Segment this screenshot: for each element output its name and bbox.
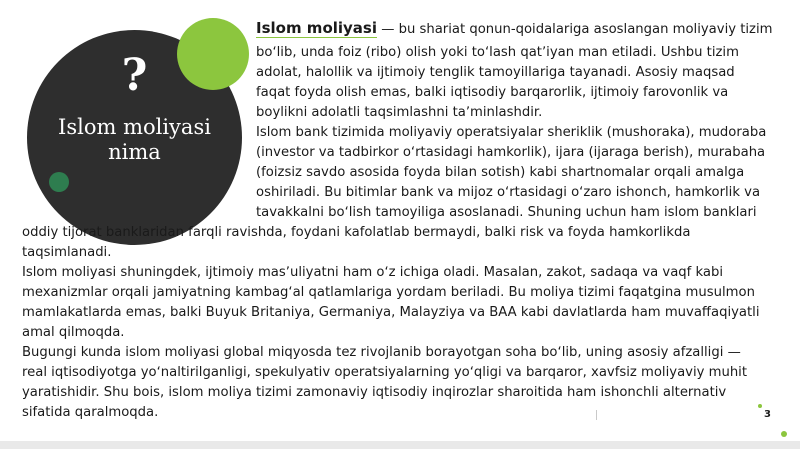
divider-tick xyxy=(596,410,597,420)
text-line: yaratishidir. Shu bois, islom moliya tizimi zamonaviy iqtisodiy inqirozlar sharoitida ham ishonchli alternativ xyxy=(22,385,727,400)
question-mark-icon: ? xyxy=(121,50,148,101)
text-line: boʻlib, unda foiz (ribo) olish yoki toʻlash qatʼiyan man etiladi. Ushbu tizim xyxy=(256,45,739,60)
text-line: oddiy tijorat banklaridan farqli ravishda, foydani kafolatlab bermaydi, balki risk va foyda hamkorlikda xyxy=(22,225,691,240)
text-line: sifatida qaralmoqda. xyxy=(22,405,159,420)
text-line: Islom moliyasi shuningdek, ijtimoiy masʼuliyatni ham oʻz ichiga oladi. Masalan, zakot, sadaqa va vaqf kabi xyxy=(22,265,724,280)
text-line-segment: — bu shariat qonun-qoidalariga asoslangan moliyaviy tizim xyxy=(377,22,773,37)
text-line: faqat foyda olish emas, balki iqtisodiy barqarorlik, ijtimoiy farovonlik va xyxy=(256,85,729,100)
text-line xyxy=(256,19,773,39)
text-line: oshiriladi. Bu bitimlar bank va mijoz oʻrtasidagi oʻzaro ishonch, hamkorlik va xyxy=(256,185,761,200)
graphic-title-line-1: Islom moliyasi xyxy=(58,115,211,139)
text-line: amal qilmoqda. xyxy=(22,325,125,340)
text-line: taqsimlanadi. xyxy=(22,245,112,260)
page-number: 3 xyxy=(764,409,771,420)
accent-dot-decoration xyxy=(781,431,787,437)
heading: Islom moliyasi xyxy=(256,19,377,37)
text-line: mexanizmlar orqali jamiyatning kambagʻal qatlamlariga yordam beriladi. Bu moliya tizimi faqatgina musulmon xyxy=(22,285,755,300)
text-line: Islom bank tizimida moliyaviy operatsiyalar sheriklik (mushoraka), mudoraba xyxy=(256,125,767,140)
text-line: mamlakatlarda emas, balki Buyuk Britaniya, Germaniya, Malayziya va BAA kabi davlatlarda ham muvaffaqiyatli xyxy=(22,305,760,320)
text-line: adolat, halollik va ijtimoiy tenglik tamoyillariga tayanadi. Asosiy maqsad xyxy=(256,65,735,80)
text-line: (foizsiz savdo asosida foyda bilan sotish) kabi shartnomalar orqali amalga xyxy=(256,165,745,180)
graphic-title-line-2: nima xyxy=(108,140,161,164)
text-line: boylikni adolatli taqsimlashni taʼminlashdir. xyxy=(256,105,543,120)
text-line: tavakkalni boʻlish tamoyiliga asoslanadi. Shuning uchun ham islom banklari xyxy=(256,205,757,220)
text-line: real iqtisodiyotga yoʻnaltirilganligi, spekulyativ operatsiyalarning yoʻqligi va barqaror, xavfsiz moliyaviy muhit xyxy=(22,365,748,380)
text-line: Bugungi kunda islom moliyasi global miqyosda tez rivojlanib borayotgan soha boʻlib, uning asosiy afzalligi — xyxy=(22,345,741,360)
text-line: (investor va tadbirkor oʻrtasidagi hamkorlik), ijara (ijaraga berish), murabaha xyxy=(256,145,766,160)
accent-dot-decoration xyxy=(758,404,762,408)
